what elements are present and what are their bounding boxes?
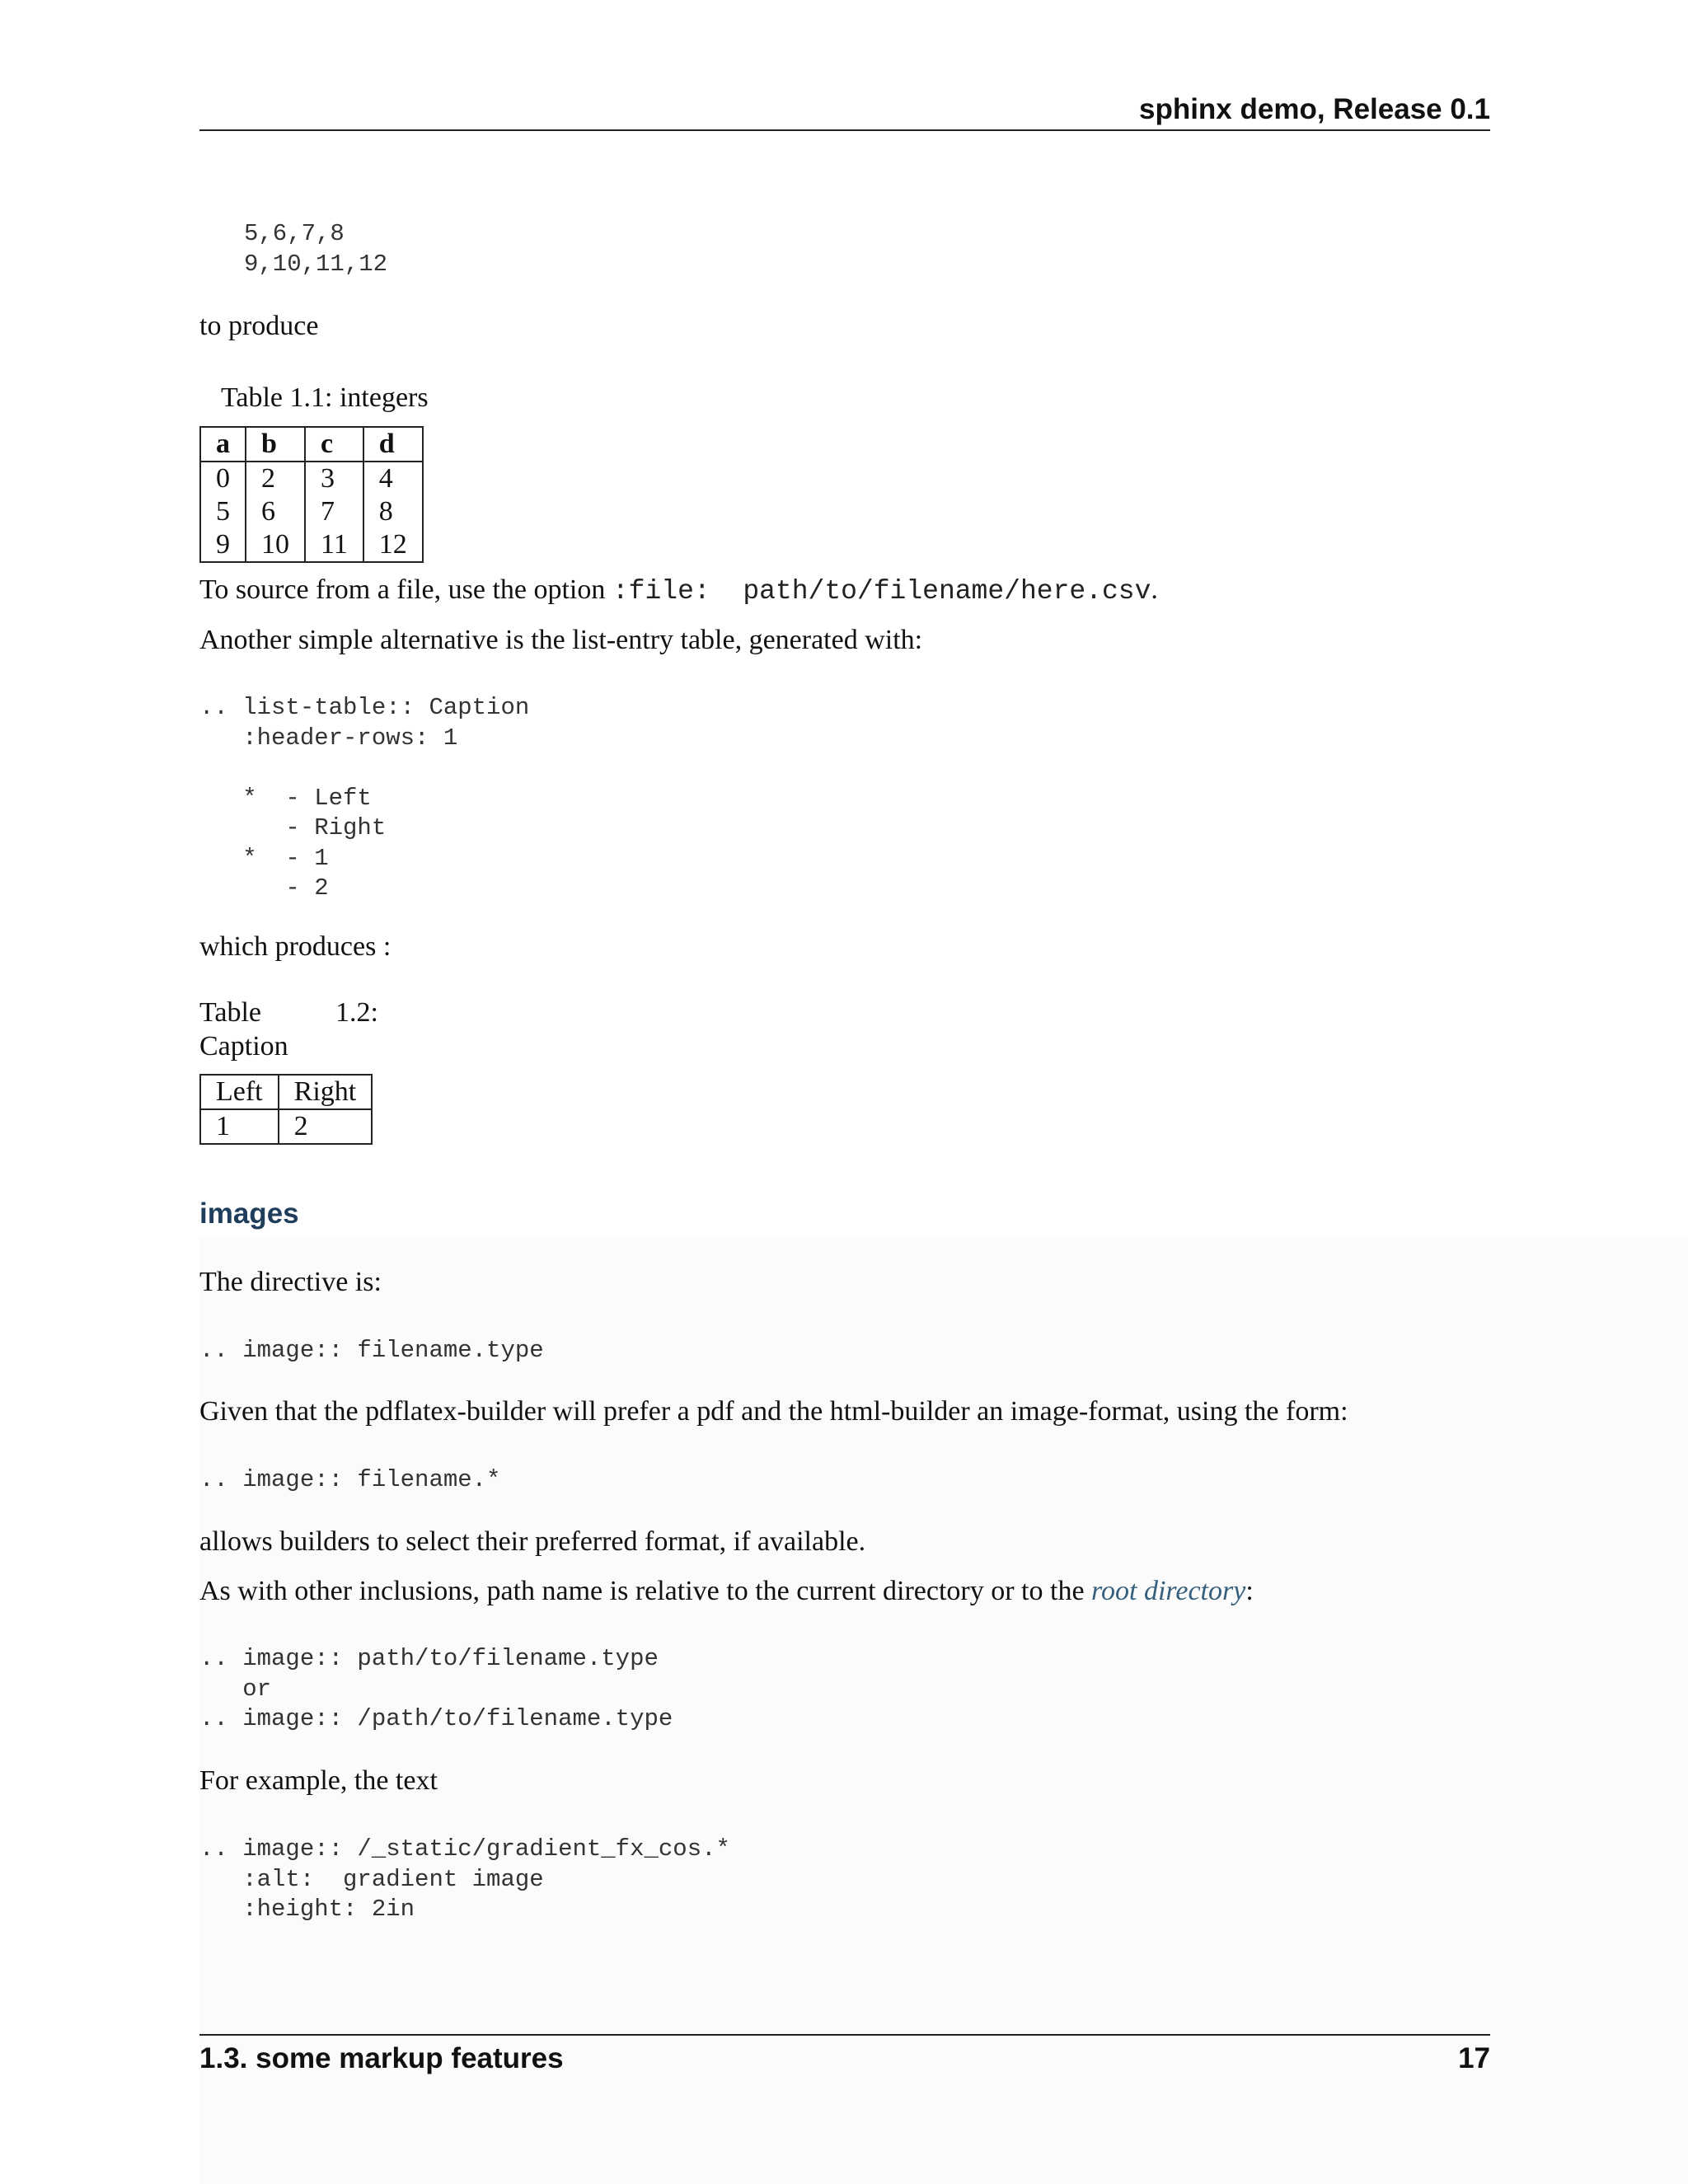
table-header-cell: a (200, 427, 246, 462)
table-cell: 5 (200, 495, 246, 528)
para-to-produce: to produce (199, 311, 319, 341)
running-header-title: sphinx demo, Release 0.1 (1138, 93, 1490, 125)
integers-table (199, 426, 424, 563)
table-cell: 1 (200, 1109, 279, 1144)
footer-section-title: 1.3. some markup features (199, 2042, 564, 2074)
table-cell: 6 (246, 495, 305, 528)
code-image-paths: .. image:: path/to/filename.type or .. image:: /path/to/filename.type (199, 1645, 673, 1732)
table-cell: 9 (200, 528, 246, 562)
csv-path-code: path/to/filename/here.csv (743, 576, 1151, 607)
table-cell: 10 (246, 528, 305, 562)
table-cell: 2 (279, 1109, 373, 1144)
list-table-code-block: .. list-table:: Caption :header-rows: 1 * - Left - Right * - 1 - 2 (199, 694, 530, 902)
table-cell: 12 (363, 528, 423, 562)
code-image-example: .. image:: /_static/gradient_fx_cos.* :alt: gradient image :height: 2in (199, 1835, 730, 1923)
table2-caption-word: Table (199, 997, 262, 1028)
para-as-with-end: : (1245, 1576, 1254, 1606)
header-rule (199, 129, 1490, 131)
table2-caption-line1 (199, 997, 378, 1029)
table-header-row (200, 427, 423, 462)
table-cell: 4 (363, 462, 423, 495)
table-cell: 7 (305, 495, 363, 528)
para-source-text: To source from a file, use the option (199, 574, 612, 605)
table-header-row (200, 1075, 372, 1109)
para-given: Given that the pdflatex-builder will prefer a pdf and the html-builder an image-format, using the form: (199, 1396, 1348, 1427)
csv-code-block (244, 219, 387, 279)
table-cell: 11 (305, 528, 363, 562)
para-source-end: . (1151, 574, 1158, 605)
para-list-table: Another simple alternative is the list-entry table, generated with: (199, 625, 923, 655)
section-heading-images: images (199, 1197, 299, 1230)
table-cell: 2 (246, 462, 305, 495)
para-as-with-text: As with other inclusions, path name is relative to the current directory or to the (199, 1576, 1092, 1606)
table-cell: 0 (200, 462, 246, 495)
table-header-cell: Right (279, 1075, 373, 1109)
para-source-file (199, 574, 1158, 608)
csv-line-2: 9,10,11,12 (244, 250, 388, 278)
code-image-directive: .. image:: filename.type (199, 1337, 544, 1364)
csv-line-1: 5,6,7,8 (244, 220, 345, 247)
footer-page-number: 17 (1458, 2042, 1490, 2074)
para-which-produces: which produces : (199, 931, 392, 962)
para-example: For example, the text (199, 1765, 438, 1796)
footer-rule (199, 2034, 1490, 2036)
table2-caption-number: 1.2: (335, 997, 378, 1028)
table-cell: 3 (305, 462, 363, 495)
table1-caption: Table 1.1: integers (221, 382, 429, 413)
table-row (200, 1109, 372, 1144)
para-allows: allows builders to select their preferred format, if available. (199, 1526, 866, 1557)
para-directive: The directive is: (199, 1267, 382, 1297)
table-cell: 8 (363, 495, 423, 528)
table-row (200, 495, 423, 528)
table-header-cell: d (363, 427, 423, 462)
table-header-cell: Left (200, 1075, 279, 1109)
table-row (200, 462, 423, 495)
table2-caption-line2: Caption (199, 1031, 288, 1062)
table-row (200, 528, 423, 562)
file-option-code: :file: (612, 576, 710, 607)
caption-table (199, 1074, 373, 1145)
table-header-cell: b (246, 427, 305, 462)
code-image-wildcard: .. image:: filename.* (199, 1466, 501, 1493)
table-header-cell: c (305, 427, 363, 462)
root-directory-link[interactable]: root directory (1091, 1576, 1246, 1606)
para-as-with (199, 1575, 1254, 1608)
